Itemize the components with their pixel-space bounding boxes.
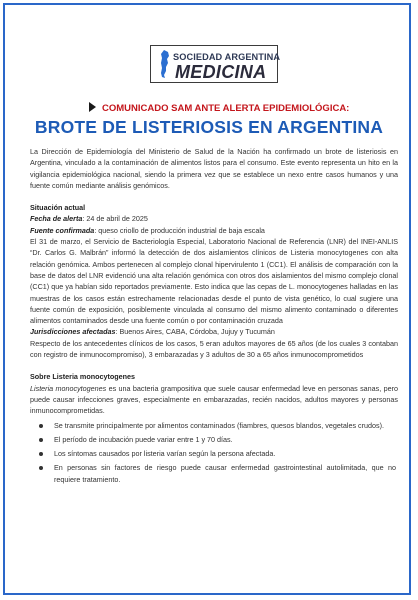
fuente-value: : queso criollo de producción industrial de baja escala — [94, 225, 265, 235]
sam-logo — [150, 45, 281, 83]
content — [30, 146, 398, 488]
situacion-paragraph: El 31 de marzo, el Servicio de Bacteriología Especial, Laboratorio Nacional de Referencia (LNR) del INEI-ANLIS “Dr. Carlos G. Malbrán” informó la detección de dos aislamientos clínicos de Listeria monocytogenes con alta relación genómica. Ambos pertenecen al complejo clonal hipervirulento 1 (CC1). El análisis de comparación con la base de datos del LNR evidenció una alta relación genómica con otros dos aislamientos del mismo complejo clonal (CC1) que ya habían sido reportados previamente. Esto indica que las cepas de L. monocytogenes halladas en las muestras de los casos están estrechamente relacionadas desde el punto de vista genético, lo cual sugiere una fuente común de exposición, posiblemente vinculada al consumo del mismo alimento contaminado o diferentes alimentos contaminados desde una fuente común o por contaminación cruzada — [30, 237, 398, 326]
section-title-sobre: Sobre Listeria monocytogenes — [30, 372, 136, 382]
fuente-line — [30, 225, 398, 236]
list-item: En personas sin factores de riesgo puede causar enfermedad gastrointestinal autolimitada, que no requiere tratamiento. — [30, 462, 398, 485]
jurisdicciones-label: Jurisdicciones afectadas — [30, 327, 116, 337]
list-item: El período de incubación puede variar entre 1 y 70 días. — [30, 434, 398, 445]
fecha-line — [30, 213, 398, 224]
fecha-label: Fecha de alerta — [30, 214, 83, 224]
logo-line-1: SOCIEDAD ARGENTINA — [173, 52, 281, 62]
sobre-paragraph — [30, 383, 398, 417]
sobre-species: Listeria monocytogenes — [30, 383, 107, 393]
document-page — [3, 3, 411, 595]
jurisdicciones-line — [30, 326, 398, 337]
section-title-situacion: Situación actual — [30, 203, 86, 213]
sobre-intro-text: es una bacteria grampositiva que suele causar enfermedad leve en personas sanas, pero puede causar infecciones graves, especialmente en embarazadas, recién nacidos, adultos mayores y personas inmunocomprometidas. — [30, 383, 398, 416]
fuente-label: Fuente confirmada — [30, 225, 95, 235]
arrow-right-icon — [89, 102, 96, 112]
list-item: Se transmite principalmente por alimentos contaminados (fiambres, quesos blandos, vegetales crudos). — [30, 420, 398, 431]
bullet-icon — [39, 424, 43, 428]
argentina-map-icon — [155, 49, 171, 79]
fecha-value: : 24 de abril de 2025 — [82, 214, 148, 224]
list-item: Los síntomas causados por listeria varían según la persona afectada. — [30, 448, 398, 459]
bullet-icon — [39, 438, 43, 442]
comunicado-text: COMUNICADO SAM ANTE ALERTA EPIDEMIOLÓGICA: — [102, 103, 350, 114]
bullet-list — [30, 420, 398, 485]
antecedentes-paragraph: Respecto de los antecedentes clínicos de los casos, 5 eran adultos mayores de 65 años (de los cuales 3 contaban con registro de inmunocompromiso), 3 embarazadas y 3 adultos de 30 a 65 años inmunocomprometidos — [30, 338, 398, 360]
jurisdicciones-value: : Buenos Aires, CABA, Córdoba, Jujuy y Tucumán — [115, 327, 275, 337]
logo-line-2: MEDICINA — [175, 62, 267, 82]
intro-paragraph: La Dirección de Epidemiología del Ministerio de Salud de la Nación ha confirmado un brote de listeriosis en Argentina, vinculado a la contaminación de alimentos listos para el consumo. Este evento representa un hito en la vigilancia epidemiológica nacional, siendo la primera vez que se establece un nexo entre casos humanos y una fuente común mediante análisis genómicos. — [30, 147, 398, 190]
comunicado-label — [89, 102, 349, 114]
bullet-icon — [39, 466, 43, 470]
headline: BROTE DE LISTERIOSIS EN ARGENTINA — [34, 117, 384, 137]
bullet-icon — [39, 452, 43, 456]
